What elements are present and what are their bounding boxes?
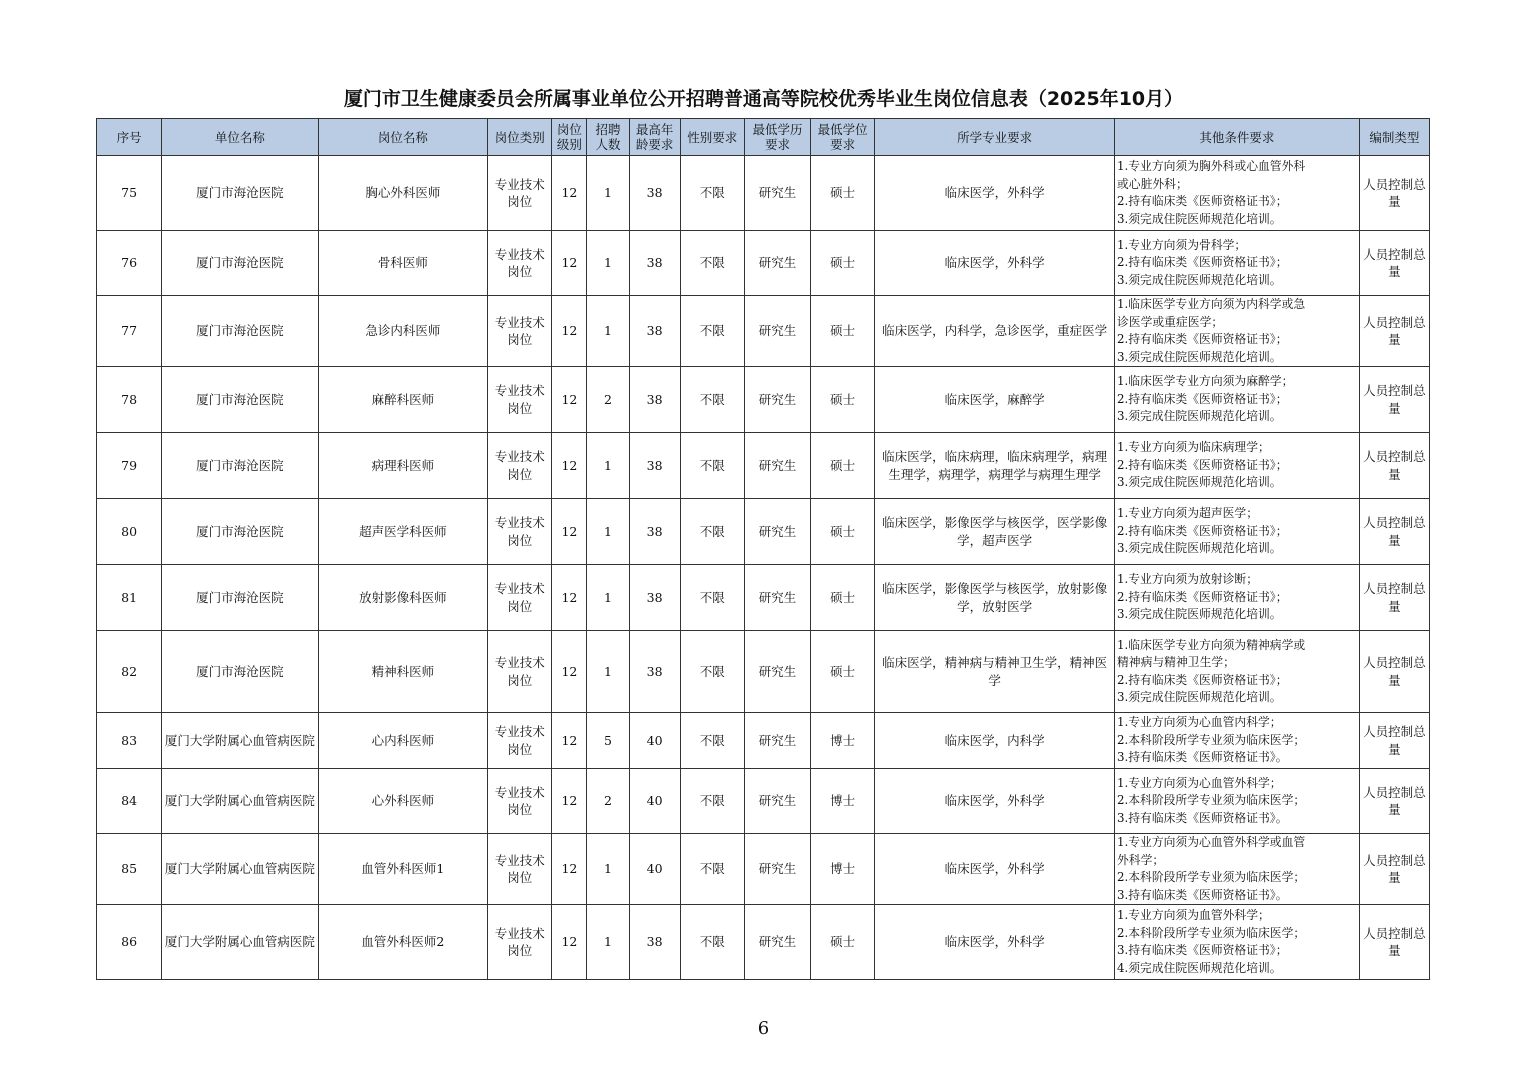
cell-count: 1 bbox=[587, 834, 629, 905]
other-requirement-line: 2.持有临床类《医师资格证书》； bbox=[1116, 194, 1288, 208]
cell-position: 病理科医师 bbox=[318, 433, 488, 499]
cell-gender: 不限 bbox=[680, 713, 744, 769]
cell-count: 2 bbox=[587, 367, 629, 433]
cell-count: 2 bbox=[587, 769, 629, 834]
cell-level: 12 bbox=[552, 433, 587, 499]
table-row bbox=[97, 565, 1430, 631]
cell-education: 研究生 bbox=[744, 499, 810, 565]
cell-staffing: 人员控制总量 bbox=[1359, 565, 1429, 631]
cell-degree: 硕士 bbox=[811, 905, 875, 980]
other-requirement-line: 1.临床医学专业方向须为麻醉学； bbox=[1116, 374, 1294, 389]
cell-count: 1 bbox=[587, 296, 629, 367]
cell-other bbox=[1114, 231, 1359, 296]
cell-degree: 博士 bbox=[811, 834, 875, 905]
cell-category: 专业技术岗位 bbox=[488, 433, 552, 499]
other-requirement-line: 精神病与精神卫生学； bbox=[1116, 655, 1235, 669]
other-requirement-line: 4.须完成住院医师规范化培训。 bbox=[1116, 960, 1282, 975]
cell-position: 血管外科医师2 bbox=[318, 905, 488, 980]
cell-education: 研究生 bbox=[744, 156, 810, 231]
cell-education: 研究生 bbox=[744, 834, 810, 905]
cell-count: 1 bbox=[587, 905, 629, 980]
cell-education: 研究生 bbox=[744, 296, 810, 367]
cell-no: 82 bbox=[97, 631, 162, 713]
cell-count: 5 bbox=[587, 713, 629, 769]
cell-degree: 硕士 bbox=[811, 156, 875, 231]
other-requirement-line: 1.专业方向须为骨科学； bbox=[1116, 237, 1247, 252]
cell-level: 12 bbox=[552, 156, 587, 231]
cell-position: 心内科医师 bbox=[318, 713, 488, 769]
cell-other bbox=[1114, 433, 1359, 499]
cell-other bbox=[1114, 769, 1359, 834]
cell-level: 12 bbox=[552, 296, 587, 367]
cell-age: 38 bbox=[629, 565, 680, 631]
other-requirement-line: 外科学； bbox=[1116, 852, 1165, 867]
other-requirement-line: 3.持有临床类《医师资格证书》。 bbox=[1116, 887, 1288, 902]
cell-staffing: 人员控制总量 bbox=[1359, 433, 1429, 499]
cell-education: 研究生 bbox=[744, 905, 810, 980]
other-requirement-line: 3.持有临床类《医师资格证书》。 bbox=[1116, 810, 1288, 825]
header-major: 所学专业要求 bbox=[875, 119, 1115, 156]
cell-age: 40 bbox=[629, 713, 680, 769]
header-education: 最低学历要求 bbox=[744, 119, 810, 156]
cell-degree: 硕士 bbox=[811, 367, 875, 433]
cell-unit: 厦门市海沧医院 bbox=[162, 433, 318, 499]
cell-gender: 不限 bbox=[680, 433, 744, 499]
cell-degree: 硕士 bbox=[811, 231, 875, 296]
cell-age: 40 bbox=[629, 834, 680, 905]
cell-unit: 厦门市海沧医院 bbox=[162, 631, 318, 713]
cell-no: 80 bbox=[97, 499, 162, 565]
cell-category: 专业技术岗位 bbox=[488, 905, 552, 980]
cell-degree: 硕士 bbox=[811, 433, 875, 499]
cell-level: 12 bbox=[552, 367, 587, 433]
header-unit: 单位名称 bbox=[162, 119, 318, 156]
cell-unit: 厦门市海沧医院 bbox=[162, 499, 318, 565]
cell-no: 83 bbox=[97, 713, 162, 769]
other-requirement-line: 1.专业方向须为心血管内科学； bbox=[1116, 715, 1282, 730]
other-requirement-line: 或心脏外科； bbox=[1116, 176, 1188, 191]
cell-education: 研究生 bbox=[744, 433, 810, 499]
other-requirement-line: 2.持有临床类《医师资格证书》； bbox=[1116, 255, 1288, 270]
cell-level: 12 bbox=[552, 905, 587, 980]
cell-staffing: 人员控制总量 bbox=[1359, 231, 1429, 296]
cell-gender: 不限 bbox=[680, 499, 744, 565]
other-requirement-line: 2.本科阶段所学专业须为临床医学； bbox=[1116, 732, 1306, 747]
cell-other bbox=[1114, 565, 1359, 631]
cell-other bbox=[1114, 713, 1359, 769]
cell-unit: 厦门市海沧医院 bbox=[162, 367, 318, 433]
table-row bbox=[97, 433, 1430, 499]
cell-position: 麻醉科医师 bbox=[318, 367, 488, 433]
cell-gender: 不限 bbox=[680, 367, 744, 433]
header-count: 招聘人数 bbox=[587, 119, 629, 156]
table-header-row bbox=[97, 119, 1430, 156]
cell-no: 84 bbox=[97, 769, 162, 834]
cell-other bbox=[1114, 631, 1359, 713]
cell-age: 38 bbox=[629, 231, 680, 296]
other-requirement-line: 1.临床医学专业方向须为内科学或急 bbox=[1116, 297, 1306, 311]
cell-other bbox=[1114, 905, 1359, 980]
page-title: 厦门市卫生健康委员会所属事业单位公开招聘普通高等院校优秀毕业生岗位信息表（2025年10月） bbox=[343, 88, 1184, 110]
cell-no: 79 bbox=[97, 433, 162, 499]
other-requirement-line: 3.须完成住院医师规范化培训。 bbox=[1116, 690, 1282, 704]
cell-count: 1 bbox=[587, 156, 629, 231]
header-staffing: 编制类型 bbox=[1359, 119, 1429, 156]
cell-degree: 硕士 bbox=[811, 565, 875, 631]
cell-level: 12 bbox=[552, 565, 587, 631]
table-row bbox=[97, 834, 1430, 905]
cell-level: 12 bbox=[552, 231, 587, 296]
cell-level: 12 bbox=[552, 713, 587, 769]
other-requirement-line: 3.须完成住院医师规范化培训。 bbox=[1116, 475, 1282, 490]
table-body bbox=[97, 156, 1430, 980]
table-row bbox=[97, 231, 1430, 296]
table-row bbox=[97, 769, 1430, 834]
cell-position: 精神科医师 bbox=[318, 631, 488, 713]
cell-category: 专业技术岗位 bbox=[488, 499, 552, 565]
other-requirement-line: 1.临床医学专业方向须为精神病学或 bbox=[1116, 637, 1306, 652]
cell-staffing: 人员控制总量 bbox=[1359, 499, 1429, 565]
cell-level: 12 bbox=[552, 631, 587, 713]
table-row bbox=[97, 713, 1430, 769]
cell-no: 86 bbox=[97, 905, 162, 980]
other-requirement-line: 3.须完成住院医师规范化培训。 bbox=[1116, 272, 1282, 287]
cell-major: 临床医学，内科学，急诊医学，重症医学 bbox=[875, 296, 1115, 367]
cell-staffing: 人员控制总量 bbox=[1359, 769, 1429, 834]
cell-gender: 不限 bbox=[680, 631, 744, 713]
cell-major: 临床医学，麻醉学 bbox=[875, 367, 1115, 433]
other-requirement-line: 诊医学或重症医学； bbox=[1116, 314, 1224, 329]
header-category: 岗位类别 bbox=[488, 119, 552, 156]
other-requirement-line: 3.持有临床类《医师资格证书》。 bbox=[1116, 750, 1288, 765]
cell-major: 临床医学，外科学 bbox=[875, 834, 1115, 905]
cell-level: 12 bbox=[552, 769, 587, 834]
cell-no: 77 bbox=[97, 296, 162, 367]
other-requirement-line: 1.专业方向须为心血管外科学； bbox=[1116, 775, 1282, 790]
cell-age: 38 bbox=[629, 433, 680, 499]
cell-staffing: 人员控制总量 bbox=[1359, 156, 1429, 231]
cell-level: 12 bbox=[552, 834, 587, 905]
cell-staffing: 人员控制总量 bbox=[1359, 631, 1429, 713]
other-requirement-line: 2.持有临床类《医师资格证书》； bbox=[1116, 523, 1288, 538]
table-row bbox=[97, 631, 1430, 713]
cell-major: 临床医学，精神病与精神卫生学，精神医学 bbox=[875, 631, 1115, 713]
cell-age: 38 bbox=[629, 631, 680, 713]
header-age: 最高年龄要求 bbox=[629, 119, 680, 156]
cell-age: 38 bbox=[629, 905, 680, 980]
table-row bbox=[97, 367, 1430, 433]
other-requirement-line: 2.本科阶段所学专业须为临床医学； bbox=[1116, 925, 1306, 940]
cell-count: 1 bbox=[587, 565, 629, 631]
cell-degree: 博士 bbox=[811, 713, 875, 769]
cell-other bbox=[1114, 367, 1359, 433]
cell-major: 临床医学，外科学 bbox=[875, 769, 1115, 834]
cell-count: 1 bbox=[587, 231, 629, 296]
cell-major: 临床医学，外科学 bbox=[875, 905, 1115, 980]
cell-gender: 不限 bbox=[680, 231, 744, 296]
cell-education: 研究生 bbox=[744, 769, 810, 834]
other-requirement-line: 2.本科阶段所学专业须为临床医学； bbox=[1116, 793, 1306, 808]
cell-major: 临床医学，外科学 bbox=[875, 156, 1115, 231]
cell-position: 超声医学科医师 bbox=[318, 499, 488, 565]
other-requirement-line: 1.专业方向须为临床病理学； bbox=[1116, 440, 1270, 455]
cell-position: 骨科医师 bbox=[318, 231, 488, 296]
cell-unit: 厦门大学附属心血管病医院 bbox=[162, 769, 318, 834]
other-requirement-line: 1.专业方向须为血管外科学； bbox=[1116, 908, 1270, 922]
cell-gender: 不限 bbox=[680, 834, 744, 905]
header-other: 其他条件要求 bbox=[1114, 119, 1359, 156]
cell-category: 专业技术岗位 bbox=[488, 296, 552, 367]
cell-category: 专业技术岗位 bbox=[488, 769, 552, 834]
other-requirement-line: 1.专业方向须为放射诊断； bbox=[1116, 572, 1259, 587]
header-level: 岗位级别 bbox=[552, 119, 587, 156]
cell-education: 研究生 bbox=[744, 713, 810, 769]
header-position: 岗位名称 bbox=[318, 119, 488, 156]
cell-degree: 硕士 bbox=[811, 631, 875, 713]
cell-major: 临床医学，影像医学与核医学，医学影像学，超声医学 bbox=[875, 499, 1115, 565]
cell-gender: 不限 bbox=[680, 296, 744, 367]
other-requirement-line: 3.须完成住院医师规范化培训。 bbox=[1116, 607, 1282, 622]
other-requirement-line: 2.持有临床类《医师资格证书》； bbox=[1116, 332, 1288, 346]
cell-other bbox=[1114, 834, 1359, 905]
cell-staffing: 人员控制总量 bbox=[1359, 296, 1429, 367]
cell-other bbox=[1114, 296, 1359, 367]
cell-category: 专业技术岗位 bbox=[488, 713, 552, 769]
cell-education: 研究生 bbox=[744, 231, 810, 296]
cell-age: 38 bbox=[629, 499, 680, 565]
cell-other bbox=[1114, 156, 1359, 231]
cell-category: 专业技术岗位 bbox=[488, 367, 552, 433]
cell-position: 血管外科医师1 bbox=[318, 834, 488, 905]
other-requirement-line: 3.须完成住院医师规范化培训。 bbox=[1116, 409, 1282, 424]
cell-position: 胸心外科医师 bbox=[318, 156, 488, 231]
other-requirement-line: 2.本科阶段所学专业须为临床医学； bbox=[1116, 870, 1306, 884]
other-requirement-line: 2.持有临床类《医师资格证书》； bbox=[1116, 391, 1288, 406]
cell-major: 临床医学，影像医学与核医学，放射影像学，放射医学 bbox=[875, 565, 1115, 631]
cell-level: 12 bbox=[552, 499, 587, 565]
cell-degree: 博士 bbox=[811, 769, 875, 834]
other-requirement-line: 1.专业方向须为心血管外科学或血管 bbox=[1116, 835, 1306, 849]
cell-unit: 厦门市海沧医院 bbox=[162, 231, 318, 296]
cell-category: 专业技术岗位 bbox=[488, 156, 552, 231]
cell-category: 专业技术岗位 bbox=[488, 565, 552, 631]
other-requirement-line: 2.持有临床类《医师资格证书》； bbox=[1116, 589, 1288, 604]
cell-no: 76 bbox=[97, 231, 162, 296]
table-row bbox=[97, 156, 1430, 231]
cell-unit: 厦门市海沧医院 bbox=[162, 296, 318, 367]
cell-no: 81 bbox=[97, 565, 162, 631]
other-requirement-line: 1.专业方向须为超声医学； bbox=[1116, 506, 1259, 521]
other-requirement-line: 3.须完成住院医师规范化培训。 bbox=[1116, 541, 1282, 556]
cell-degree: 硕士 bbox=[811, 296, 875, 367]
cell-education: 研究生 bbox=[744, 565, 810, 631]
other-requirement-line: 3.须完成住院医师规范化培训。 bbox=[1116, 349, 1282, 364]
cell-unit: 厦门大学附属心血管病医院 bbox=[162, 834, 318, 905]
cell-category: 专业技术岗位 bbox=[488, 231, 552, 296]
cell-position: 急诊内科医师 bbox=[318, 296, 488, 367]
cell-unit: 厦门市海沧医院 bbox=[162, 565, 318, 631]
cell-education: 研究生 bbox=[744, 367, 810, 433]
cell-count: 1 bbox=[587, 433, 629, 499]
cell-unit: 厦门大学附属心血管病医院 bbox=[162, 905, 318, 980]
cell-no: 78 bbox=[97, 367, 162, 433]
cell-gender: 不限 bbox=[680, 156, 744, 231]
cell-other bbox=[1114, 499, 1359, 565]
cell-staffing: 人员控制总量 bbox=[1359, 713, 1429, 769]
cell-education: 研究生 bbox=[744, 631, 810, 713]
cell-degree: 硕士 bbox=[811, 499, 875, 565]
other-requirement-line: 1.专业方向须为胸外科或心血管外科 bbox=[1116, 159, 1306, 173]
cell-age: 38 bbox=[629, 156, 680, 231]
cell-unit: 厦门市海沧医院 bbox=[162, 156, 318, 231]
cell-age: 40 bbox=[629, 769, 680, 834]
cell-count: 1 bbox=[587, 631, 629, 713]
cell-no: 85 bbox=[97, 834, 162, 905]
cell-gender: 不限 bbox=[680, 565, 744, 631]
job-table bbox=[96, 118, 1430, 980]
cell-age: 38 bbox=[629, 367, 680, 433]
other-requirement-line: 3.须完成住院医师规范化培训。 bbox=[1116, 211, 1282, 226]
cell-count: 1 bbox=[587, 499, 629, 565]
cell-gender: 不限 bbox=[680, 769, 744, 834]
cell-category: 专业技术岗位 bbox=[488, 631, 552, 713]
cell-staffing: 人员控制总量 bbox=[1359, 367, 1429, 433]
header-no: 序号 bbox=[97, 119, 162, 156]
cell-major: 临床医学，外科学 bbox=[875, 231, 1115, 296]
table-row bbox=[97, 905, 1430, 980]
other-requirement-line: 3.持有临床类《医师资格证书》； bbox=[1116, 943, 1288, 957]
cell-major: 临床医学，临床病理，临床病理学，病理生理学，病理学，病理学与病理生理学 bbox=[875, 433, 1115, 499]
cell-position: 放射影像科医师 bbox=[318, 565, 488, 631]
cell-position: 心外科医师 bbox=[318, 769, 488, 834]
other-requirement-line: 2.持有临床类《医师资格证书》； bbox=[1116, 457, 1288, 472]
cell-no: 75 bbox=[97, 156, 162, 231]
cell-major: 临床医学，内科学 bbox=[875, 713, 1115, 769]
page-number: 6 bbox=[757, 1018, 770, 1039]
other-requirement-line: 2.持有临床类《医师资格证书》； bbox=[1116, 672, 1288, 687]
cell-category: 专业技术岗位 bbox=[488, 834, 552, 905]
cell-gender: 不限 bbox=[680, 905, 744, 980]
table-row bbox=[97, 296, 1430, 367]
cell-staffing: 人员控制总量 bbox=[1359, 905, 1429, 980]
header-gender: 性别要求 bbox=[680, 119, 744, 156]
table-row bbox=[97, 499, 1430, 565]
header-degree: 最低学位要求 bbox=[811, 119, 875, 156]
cell-unit: 厦门大学附属心血管病医院 bbox=[162, 713, 318, 769]
cell-staffing: 人员控制总量 bbox=[1359, 834, 1429, 905]
cell-age: 38 bbox=[629, 296, 680, 367]
